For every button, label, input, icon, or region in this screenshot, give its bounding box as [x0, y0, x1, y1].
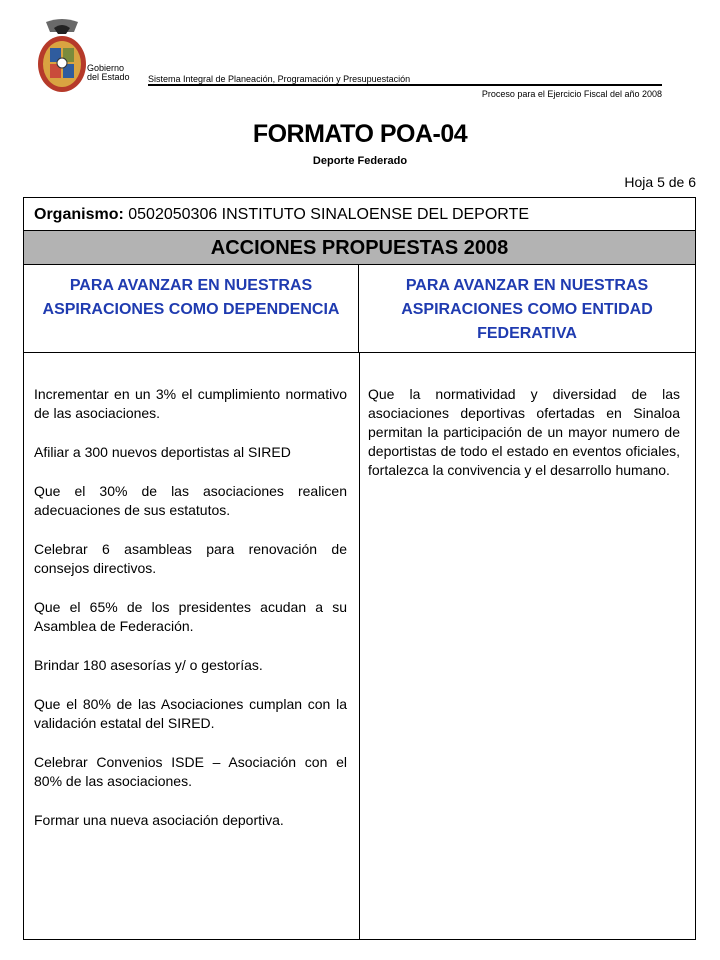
left-actions-list: [34, 385, 347, 850]
header-divider: [148, 84, 662, 86]
right-column-header: PARA AVANZAR EN NUESTRAS ASPIRACIONES COMO ENTIDAD FEDERATIVA: [359, 265, 695, 353]
left-column-header: PARA AVANZAR EN NUESTRAS ASPIRACIONES COMO DEPENDENCIA: [24, 265, 359, 353]
right-action-text: Que la normatividad y diversidad de las asociaciones deportivas ofertadas en Sinaloa permitan la participación de un mayor numero de deportistas de todo el estado en eventos oficiales, fortalezca la convivencia y el desarrollo humano.: [368, 386, 680, 478]
gobierno-label: [87, 64, 130, 82]
organismo-label: Organismo:: [34, 206, 124, 223]
action-item: Formar una nueva asociación deportiva.: [34, 812, 284, 828]
action-item: Que el 65% de los presidentes acudan a su Asamblea de Federación.: [34, 599, 347, 634]
page-title: FORMATO POA-04: [252, 120, 468, 148]
page-indicator: Hoja 5 de 6: [624, 174, 696, 190]
action-item: Incrementar en un 3% el cumplimiento normativo de las asociaciones.: [34, 386, 347, 421]
gobierno-line-2: del Estado: [87, 72, 130, 82]
sistema-label: Sistema Integral de Planeación, Programación y Presupuestación: [148, 74, 411, 84]
column-divider: [359, 353, 360, 939]
state-seal-logo: [36, 18, 88, 96]
action-item: Que el 80% de las Asociaciones cumplan con la validación estatal del SIRED.: [34, 696, 347, 731]
section-title: ACCIONES PROPUESTAS 2008: [24, 231, 695, 265]
action-item: Celebrar Convenios ISDE – Asociación con el 80% de las asociaciones.: [34, 754, 347, 789]
action-item: Afiliar a 300 nuevos deportistas al SIRED: [34, 444, 291, 460]
gobierno-line-1: Gobierno: [87, 63, 125, 73]
organismo-row: [24, 198, 695, 231]
page-subtitle: Deporte Federado: [312, 155, 408, 167]
poa-form-table: [23, 197, 696, 940]
action-item: Que el 30% de las asociaciones realicen adecuaciones de sus estatutos.: [34, 483, 347, 518]
organismo-value: 0502050306 INSTITUTO SINALOENSE DEL DEPORTE: [128, 206, 530, 223]
action-item: Celebrar 6 asambleas para renovación de consejos directivos.: [34, 541, 347, 576]
proceso-label: Proceso para el Ejercicio Fiscal del año 2008: [481, 89, 662, 99]
action-item: Brindar 180 asesorías y/ o gestorías.: [34, 657, 263, 673]
